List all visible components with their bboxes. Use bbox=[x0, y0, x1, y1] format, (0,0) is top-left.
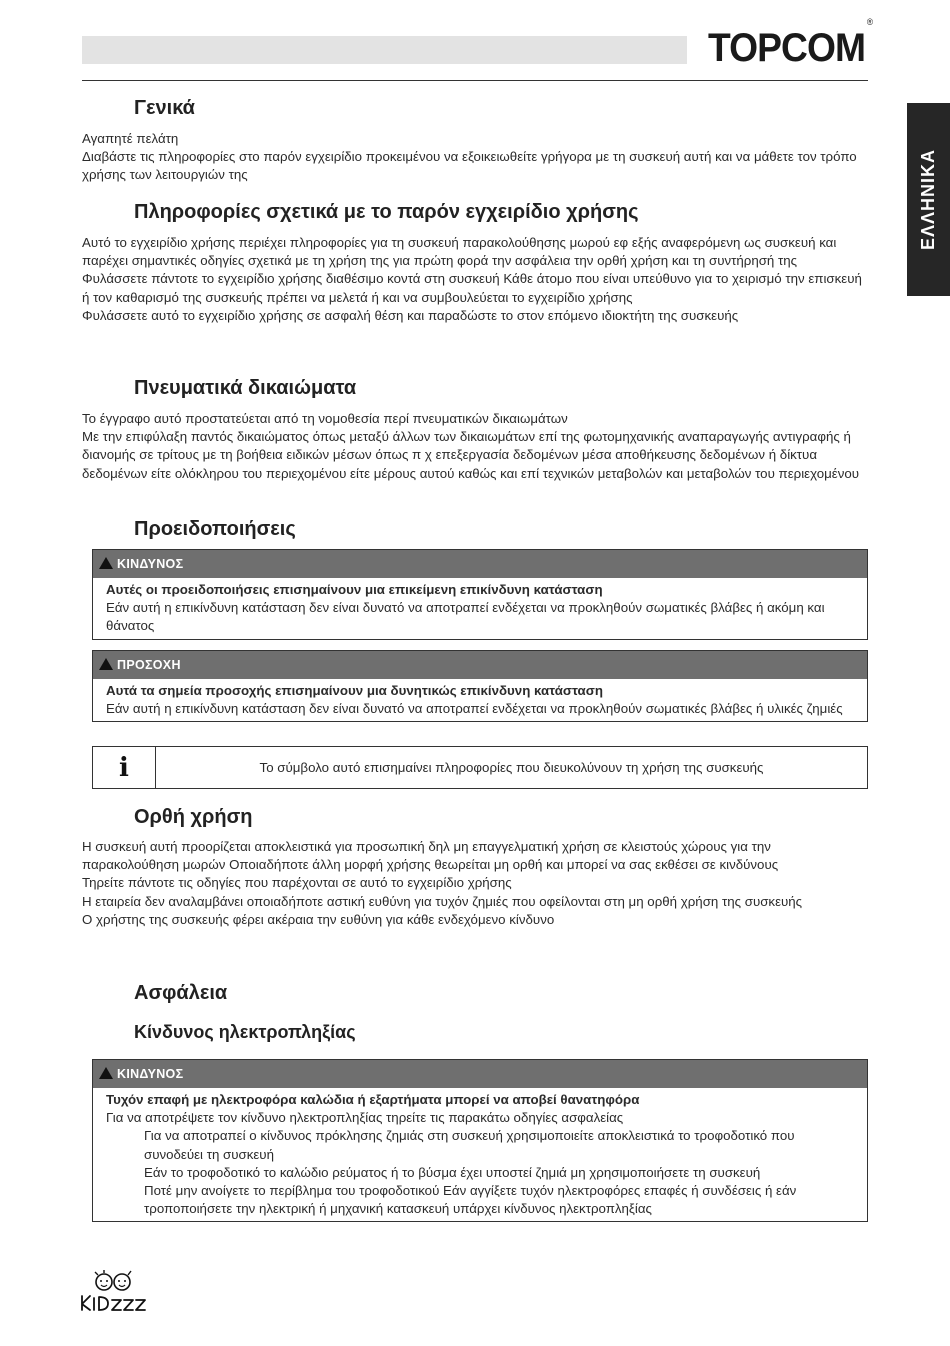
caution-text: Εάν αυτή η επικίνδυνη κατάσταση δεν είναι δυνατό να αποτραπεί ενδέχεται να προκληθούν σωματικές βλάβες ή υλικές ζημιές bbox=[106, 701, 843, 717]
language-tab: ΕΛΛΗΝΙΚΑ bbox=[907, 103, 950, 296]
paragraph: Η συσκευή αυτή προορίζεται αποκλειστικά για προσωπική δηλ μη επαγγελματική χρήση σε κλειστούς χώρους για την παρακολούθηση μωρών Οποιαδήποτε άλλη μορφή χρήσης θεωρείται μη ορθή και μπορεί να σας εκθέσει σε κινδύνους bbox=[82, 839, 779, 873]
list-item: Ποτέ μην ανοίγετε το περίβλημα του τροφοδοτικού Εάν αγγίξετε τυχόν ηλεκτροφόρες επαφές ή συνδέσεις ή εάν τροποποιήσετε την ηλεκτρική ή μηχανική κατασκευή υπάρχει κίνδυνος ηλεκτροπληξίας bbox=[144, 1183, 797, 1217]
paragraph: Φυλάσσετε πάντοτε το εγχειρίδιο χρήσης διαθέσιμο κοντά στη συσκευή Κάθε άτομο που είναι υπεύθυνο για το χειρισμό την επισκευή ή τον καθαρισμό της συσκευής πρέπει να μελετά ή και να συμβουλεύεται το εγχειρίδιο χρήσης bbox=[82, 271, 862, 305]
paragraph: Αυτό το εγχειρίδιο χρήσης περιέχει πληροφορίες για τη συσκευή παρακολούθησης μωρού εφ εξής αναφερόμενη ως συσκευή και παρέχει σημαντικές οδηγίες σχετικά με τη χρήση της για πρώτη φορά την ασφάλεια την ορθή χρήση και τη συντήρησή της bbox=[82, 235, 837, 269]
danger-text: Εάν αυτή η επικίνδυνη κατάσταση δεν είναι δυνατό να αποτραπεί ενδέχεται να προκληθούν σωματικές βλάβες ή ακόμη και θάνατος bbox=[106, 600, 825, 634]
danger-text: Για να αποτρέψετε τον κίνδυνο ηλεκτροπληξίας τηρείτε τις παρακάτω οδηγίες ασφαλείας bbox=[106, 1110, 624, 1126]
danger-heading: Αυτές οι προειδοποιήσεις επισημαίνουν μια επικείμενη επικίνδυνη κατάσταση bbox=[106, 582, 603, 597]
proper-use-text bbox=[82, 838, 868, 929]
caution-label: ΠΡΟΣΟΧΗ bbox=[117, 658, 181, 672]
kidzzz-logo bbox=[80, 1268, 152, 1316]
paragraph: Διαβάστε τις πληροφορίες στο παρόν εγχειρίδιο προκειμένου να εξοικειωθείτε γρήγορα με τη συσκευή αυτή και να μάθετε τον τρόπο χρήσης των λειτουργιών της bbox=[82, 149, 857, 183]
section-title-manual-info: Πληροφορίες σχετικά με το παρόν εγχειρίδιο χρήσης bbox=[134, 201, 639, 223]
section-title-proper-use: Ορθή χρήση bbox=[134, 806, 253, 828]
warning-triangle-icon bbox=[99, 658, 113, 670]
warning-triangle-icon bbox=[99, 1067, 113, 1079]
manual-info-text bbox=[82, 234, 868, 325]
paragraph: Η εταιρεία δεν αναλαμβάνει οποιαδήποτε αστική ευθύνη για τυχόν ζημιές που οφείλονται στη μη ορθή χρήση της συσκευής bbox=[82, 893, 803, 909]
info-box bbox=[92, 746, 868, 789]
paragraph: Το έγγραφο αυτό προστατεύεται από τη νομοθεσία περί πνευματικών δικαιωμάτων bbox=[82, 411, 568, 426]
copyright-text bbox=[82, 410, 868, 483]
info-icon: i bbox=[93, 747, 156, 788]
paragraph: Αγαπητέ πελάτη bbox=[82, 131, 179, 146]
paragraph: Τηρείτε πάντοτε τις οδηγίες που παρέχονται σε αυτό το εγχειρίδιο χρήσης bbox=[82, 875, 512, 891]
info-text: Το σύμβολο αυτό επισημαίνει πληροφορίες που διευκολύνουν τη χρήση της συσκευής bbox=[259, 760, 764, 775]
list-item: Εάν το τροφοδοτικό το καλώδιο ρεύματος ή το βύσμα έχει υποστεί ζημιά μη χρησιμοποιήσετε τη συσκευή bbox=[144, 1164, 761, 1180]
warning-triangle-icon bbox=[99, 557, 113, 569]
subsection-title-electric-shock: Κίνδυνος ηλεκτροπληξίας bbox=[134, 1022, 356, 1042]
header-bar bbox=[82, 36, 687, 64]
section-title-general: Γενικά bbox=[134, 97, 195, 119]
section-title-safety: Ασφάλεια bbox=[134, 982, 228, 1004]
danger-box-header bbox=[93, 1060, 867, 1088]
paragraph: Ο χρήστης της συσκευής φέρει ακέραια την ευθύνη για κάθε ενδεχόμενο κίνδυνο bbox=[82, 911, 555, 927]
electric-danger-body bbox=[93, 1088, 867, 1221]
general-text bbox=[82, 130, 868, 185]
section-title-copyright: Πνευματικά δικαιώματα bbox=[134, 377, 357, 399]
electric-danger-box bbox=[92, 1059, 868, 1222]
header-divider bbox=[82, 80, 868, 81]
caution-box bbox=[92, 650, 868, 722]
danger-box-body bbox=[93, 578, 867, 639]
danger-label: ΚΙΝΔΥΝΟΣ bbox=[117, 1067, 184, 1081]
danger-box-header bbox=[93, 550, 867, 578]
topcom-logo: TOPCOM® bbox=[708, 16, 873, 70]
paragraph: Με την επιφύλαξη παντός δικαιώματος όπως μεταξύ άλλων των δικαιωμάτων επί της φωτομηχανικής αναπαραγωγής αντιγραφής ή διανομής σε τρίτους με τη βοήθεια ειδικών μέσων όπως π χ επεξεργασία δεδομένων μέσα αποθήκευσης δεδομένων ή δίκτυα δεδομένων είτε ολόκληρου του περιεχομένου είτε μέρους αυτού καθώς και επί τεχνικών μεταβολών και μεταβολών του περιεχομένου bbox=[82, 429, 860, 481]
caution-heading: Αυτά τα σημεία προσοχής επισημαίνουν μια δυνητικώς επικίνδυνη κατάσταση bbox=[106, 683, 603, 698]
danger-heading: Τυχόν επαφή με ηλεκτροφόρα καλώδια ή εξαρτήματα μπορεί να αποβεί θανατηφόρα bbox=[106, 1092, 640, 1107]
list-item: Για να αποτραπεί ο κίνδυνος πρόκλησης ζημιάς στη συσκευή χρησιμοποιείτε αποκλειστικά το τροφοδοτικό που συνοδεύει τη συσκευή bbox=[144, 1128, 795, 1162]
caution-box-header bbox=[93, 651, 867, 679]
paragraph: Φυλάσσετε αυτό το εγχειρίδιο χρήσης σε ασφαλή θέση και παραδώστε το στον επόμενο ιδιοκτήτη της συσκευής bbox=[82, 307, 739, 323]
caution-box-body bbox=[93, 679, 867, 721]
danger-box bbox=[92, 549, 868, 640]
danger-label: ΚΙΝΔΥΝΟΣ bbox=[117, 557, 184, 571]
section-title-warnings: Προειδοποιήσεις bbox=[134, 518, 296, 540]
